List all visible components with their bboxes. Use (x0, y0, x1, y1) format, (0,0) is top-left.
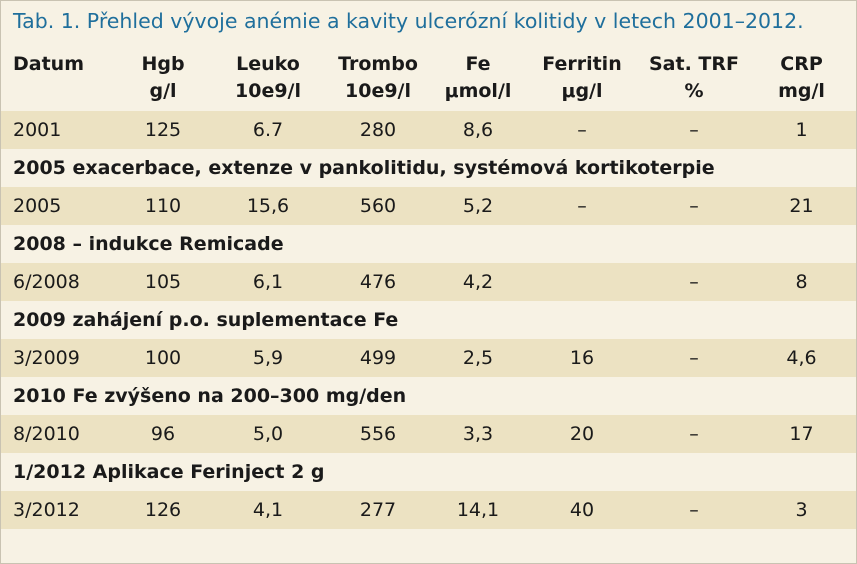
table-row (1, 111, 856, 149)
data-table (1, 47, 856, 529)
column-header-unit: 10e9/l (235, 80, 301, 102)
column-header-unit: μmol/l (444, 80, 512, 102)
note-row (1, 301, 856, 339)
table-cell: – (641, 415, 747, 453)
table-cell: 3/2012 (1, 491, 113, 529)
table-body (1, 111, 856, 529)
table-cell: 6/2008 (1, 263, 113, 301)
table-cell: 125 (113, 111, 213, 149)
note-row (1, 453, 856, 491)
column-header (113, 47, 213, 111)
table-cell: 21 (747, 187, 856, 225)
table-cell: 2005 (1, 187, 113, 225)
note-text: 1/2012 Aplikace Ferinject 2 g (1, 453, 856, 491)
table-cell: – (523, 111, 641, 149)
table-cell: 4,1 (213, 491, 323, 529)
table-cell: 8/2010 (1, 415, 113, 453)
table-cell: 556 (323, 415, 433, 453)
column-header (323, 47, 433, 111)
note-row (1, 377, 856, 415)
column-header (213, 47, 323, 111)
table-cell: 280 (323, 111, 433, 149)
column-header-name: CRP (780, 53, 823, 75)
table-cell: 499 (323, 339, 433, 377)
note-text: 2005 exacerbace, extenze v pankolitidu, systémová kortikoterpie (1, 149, 856, 187)
table-cell: 5,9 (213, 339, 323, 377)
note-row (1, 225, 856, 263)
column-header-name: Fe (465, 53, 491, 75)
table-cell: – (641, 111, 747, 149)
table-title: Tab. 1. Přehled vývoje anémie a kavity ulcerózní kolitidy v letech 2001–2012. (13, 9, 804, 33)
table-cell: 5,2 (433, 187, 523, 225)
column-header-name: Sat. TRF (649, 53, 739, 75)
table-cell: 126 (113, 491, 213, 529)
header-row (1, 47, 856, 111)
table-cell: 560 (323, 187, 433, 225)
table-cell: 16 (523, 339, 641, 377)
table-cell: 15,6 (213, 187, 323, 225)
column-header-name: Ferritin (542, 53, 622, 75)
column-header (1, 47, 113, 111)
table-cell: 8,6 (433, 111, 523, 149)
table-cell: 1 (747, 111, 856, 149)
note-text: 2010 Fe zvýšeno na 200–300 mg/den (1, 377, 856, 415)
table-cell: 4,6 (747, 339, 856, 377)
table-cell: 6.7 (213, 111, 323, 149)
table-cell (523, 263, 641, 301)
table-cell: – (641, 491, 747, 529)
table-cell: 105 (113, 263, 213, 301)
table-cell: 20 (523, 415, 641, 453)
table-row (1, 339, 856, 377)
column-header (747, 47, 856, 111)
table-cell: 14,1 (433, 491, 523, 529)
note-text: 2008 – indukce Remicade (1, 225, 856, 263)
column-header (433, 47, 523, 111)
note-row (1, 149, 856, 187)
table-cell: 6,1 (213, 263, 323, 301)
column-header-name: Trombo (338, 53, 418, 75)
column-header-name: Datum (13, 53, 84, 75)
column-header-unit: g/l (149, 80, 177, 102)
note-text: 2009 zahájení p.o. suplementace Fe (1, 301, 856, 339)
column-header-unit: 10e9/l (345, 80, 411, 102)
table-cell: 3/2009 (1, 339, 113, 377)
table-row (1, 187, 856, 225)
table-cell: – (641, 263, 747, 301)
table-row (1, 263, 856, 301)
column-header (523, 47, 641, 111)
table-cell: 3 (747, 491, 856, 529)
table-cell: 2,5 (433, 339, 523, 377)
column-header-name: Hgb (141, 53, 185, 75)
column-header-unit: % (684, 80, 704, 102)
table-cell: 8 (747, 263, 856, 301)
table-cell: 17 (747, 415, 856, 453)
table-cell: 100 (113, 339, 213, 377)
table-cell: 4,2 (433, 263, 523, 301)
table-cell: 2001 (1, 111, 113, 149)
table-cell: – (641, 187, 747, 225)
table-row (1, 415, 856, 453)
column-header-unit: μg/l (561, 80, 603, 102)
table-cell: 277 (323, 491, 433, 529)
table-cell: 96 (113, 415, 213, 453)
column-header-unit: mg/l (778, 80, 825, 102)
table-cell: 40 (523, 491, 641, 529)
column-header-name: Leuko (236, 53, 300, 75)
table-cell: – (641, 339, 747, 377)
table-row (1, 491, 856, 529)
table-cell: 110 (113, 187, 213, 225)
column-header (641, 47, 747, 111)
table-cell: 476 (323, 263, 433, 301)
table-cell: 3,3 (433, 415, 523, 453)
table-cell: – (523, 187, 641, 225)
table-cell: 5,0 (213, 415, 323, 453)
